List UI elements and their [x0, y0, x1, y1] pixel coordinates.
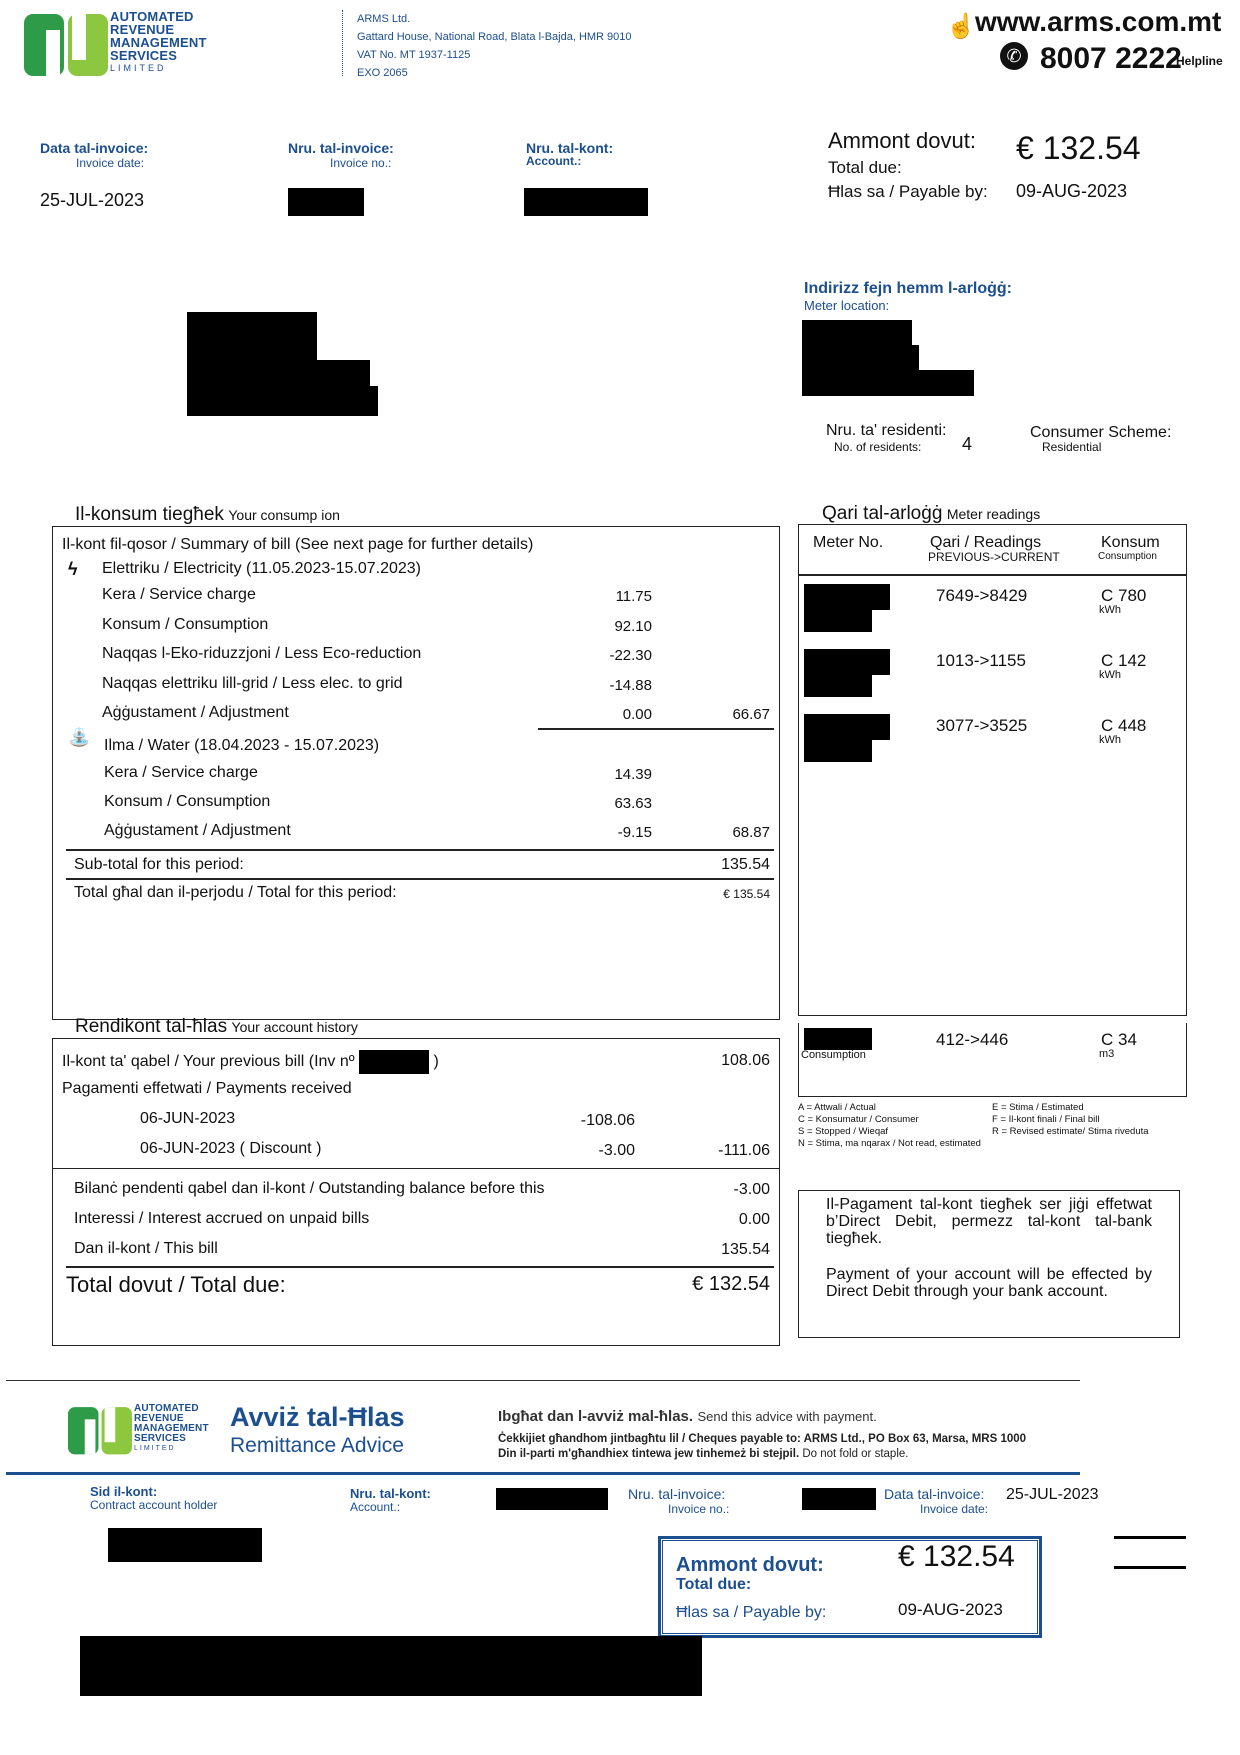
- water-meter-unit: m3: [1099, 1048, 1115, 1060]
- electricity-row-label: Naqqas elettriku lill-grid / Less elec. to grid: [102, 674, 403, 692]
- readings-header: Qari / Readings: [930, 534, 1042, 551]
- outstanding-value: -3.00: [733, 1181, 770, 1198]
- redacted-payment-line: [80, 1636, 702, 1696]
- interest-label: Interessi / Interest accrued on unpaid bills: [74, 1210, 370, 1227]
- invoice-no-label: Nru. tal-invoice:: [288, 140, 394, 156]
- payable-by-value: 09-AUG-2023: [1016, 181, 1128, 201]
- subtotal-value: 135.54: [721, 856, 770, 873]
- meter-consumption: C 448: [1101, 716, 1147, 735]
- meter-no-header: Meter No.: [813, 534, 884, 551]
- meter-reading: 1013->1155: [936, 651, 1026, 670]
- electricity-icon: ϟ: [68, 559, 78, 579]
- water-row-value: 63.63: [614, 795, 652, 812]
- website-link[interactable]: www.arms.com.mt: [975, 6, 1222, 37]
- legend-estimated: E = Stima / Estimated: [992, 1102, 1084, 1113]
- total-due-divider: [66, 1266, 774, 1268]
- water-row-label: Aġġustament / Adjustment: [104, 822, 291, 839]
- meter-consumption: C 142: [1101, 651, 1147, 670]
- redacted-account-no: [524, 188, 648, 216]
- helpline-number[interactable]: 8007 2222: [1040, 42, 1182, 75]
- meter-header-divider: [798, 574, 1187, 576]
- meter-readings-heading-mt: Qari tal-arloġġ: [822, 503, 943, 524]
- previous-bill-close: ): [433, 1053, 439, 1071]
- electricity-row-label: Konsum / Consumption: [102, 615, 269, 633]
- payment-value: -3.00: [598, 1142, 635, 1159]
- remit-logo-line-1: AUTOMATED: [134, 1403, 199, 1414]
- electricity-row-value: 92.10: [614, 617, 652, 635]
- water-meter-reading: 412->446: [936, 1030, 1009, 1049]
- remittance-logo: [68, 1404, 218, 1456]
- redacted-water-meter: [804, 1028, 872, 1050]
- electricity-row-value: 11.75: [615, 588, 652, 605]
- send-advice-note: [498, 1408, 877, 1426]
- consumer-scheme-label: Consumer Scheme:: [1030, 424, 1172, 441]
- water-row-value: -9.15: [617, 824, 652, 841]
- account-label-en: Account.:: [526, 154, 582, 168]
- remittance-logo-mark-icon: [68, 1404, 132, 1456]
- consumption-heading-en: Your consump ion: [228, 507, 340, 523]
- holder-label-en: Contract account holder: [90, 1498, 218, 1512]
- company-name: ARMS Ltd.: [357, 13, 411, 25]
- electricity-row-total: 66.67: [732, 706, 770, 723]
- consumption-heading-mt: Il-konsum tiegħek: [75, 504, 224, 525]
- logo-mark-icon: [24, 10, 108, 78]
- period-total-value: € 135.54: [723, 887, 770, 901]
- logo-line-5: LIMITED: [110, 63, 167, 73]
- meter-readings-heading-en: Meter readings: [946, 506, 1041, 522]
- send-advice-en: Send this advice with payment.: [697, 1409, 877, 1424]
- previous-bill-value: 108.06: [721, 1052, 770, 1069]
- remit-amount-label-en: Total due:: [676, 1576, 752, 1593]
- redacted-previous-invoice: [359, 1050, 429, 1074]
- amount-due-label: Ammont dovut:: [828, 128, 976, 153]
- invoice-date-value: 25-JUL-2023: [40, 190, 145, 210]
- water-meter-label: Consumption: [801, 1049, 866, 1061]
- history-heading: [75, 1016, 358, 1038]
- water-title: Ilma / Water (18.04.2023 - 15.07.2023): [104, 737, 380, 754]
- logo-line-2: REVENUE: [110, 22, 175, 37]
- legend-actual: A = Attwali / Actual: [798, 1102, 876, 1113]
- remit-logo-line-5: LIMITED: [134, 1445, 176, 1452]
- scan-mark-top: [1114, 1536, 1186, 1539]
- outstanding-label: Bilanċ pendenti qabel dan il-kont / Outstanding balance before this: [74, 1180, 545, 1197]
- cheques-note: Ċekkijiet għandhom jintbagħtu lil / Cheques payable to: ARMS Ltd., PO Box 63, Marsa, MRS 1000: [498, 1433, 1027, 1445]
- remit-logo-line-4: SERVICES: [134, 1433, 186, 1444]
- electricity-row-label: Aġġustament / Adjustment: [102, 704, 289, 721]
- remittance-title-en: Remittance Advice: [230, 1434, 404, 1457]
- konsum-header: Konsum: [1101, 534, 1160, 551]
- previous-bill-label: [62, 1050, 439, 1074]
- period-total-label: Total għal dan il-perjodu / Total for this period:: [74, 884, 397, 901]
- water-row-label: Konsum / Consumption: [104, 793, 271, 810]
- readings-subheader: PREVIOUS->CURRENT: [928, 550, 1060, 564]
- consumer-scheme-value: Residential: [1042, 440, 1102, 454]
- send-advice-mt: Ibgħat dan l-avviż mal-ħlas.: [498, 1408, 694, 1425]
- water-row-total: 68.87: [732, 824, 770, 841]
- scan-mark-bottom: [1114, 1566, 1186, 1569]
- konsum-subheader: Consumption: [1098, 551, 1157, 562]
- legend-revised: R = Revised estimate/ Stima riveduta: [992, 1126, 1149, 1137]
- redacted-meter-location-3: [802, 370, 974, 396]
- legend-not-read: N = Stima, ma nqarax / Not read, estimated: [798, 1138, 981, 1149]
- redacted-meter-number-2: [804, 671, 872, 697]
- payment-value: -108.06: [580, 1112, 635, 1129]
- logo-line-4: SERVICES: [110, 48, 178, 63]
- company-exo: EXO 2065: [357, 67, 408, 79]
- meter-readings-heading: [822, 503, 1040, 525]
- redacted-customer-address-3: [187, 386, 378, 416]
- payable-by-label: Ħlas sa / Payable by:: [828, 182, 988, 201]
- summary-title: Il-kont fil-qosor / Summary of bill (See next page for further details): [62, 536, 534, 553]
- legend-final: F = Il-kont finali / Final bill: [992, 1114, 1100, 1125]
- subtotal-divider: [66, 878, 774, 880]
- company-logo: [24, 10, 214, 78]
- meter-reading: 7649->8429: [936, 586, 1028, 605]
- electricity-row-value: 0.00: [622, 706, 652, 723]
- legend-consumer: C = Konsumatur / Consumer: [798, 1114, 919, 1125]
- residents-label-en: No. of residents:: [834, 440, 922, 454]
- logo-line-3: MANAGEMENT: [110, 35, 207, 50]
- interest-value: 0.00: [738, 1211, 770, 1228]
- redacted-meter-number-2: [804, 736, 872, 762]
- company-street: Gattard House, National Road, Blata l-Bajda, HMR 9010: [357, 31, 632, 43]
- redacted-invoice-no: [288, 188, 364, 216]
- water-meter-consumption: C 34: [1101, 1030, 1137, 1049]
- remit-logo-line-2: REVENUE: [134, 1413, 184, 1424]
- remit-payable-value: 09-AUG-2023: [898, 1600, 1003, 1619]
- total-due-value: € 132.54: [692, 1273, 770, 1295]
- electricity-row-value: -22.30: [609, 647, 652, 664]
- payments-divider: [52, 1168, 780, 1169]
- total-due-label: Total dovut / Total due:: [66, 1272, 286, 1297]
- history-heading-mt: Rendikont tal-ħlas: [75, 1016, 228, 1037]
- no-fold-en: Do not fold or staple.: [802, 1448, 909, 1460]
- this-bill-label: Dan il-kont / This bill: [74, 1240, 218, 1257]
- water-row-value: 14.39: [614, 766, 652, 783]
- company-address: [357, 10, 632, 82]
- pointer-hand-icon: ☝: [946, 13, 976, 40]
- electricity-divider: [538, 728, 774, 730]
- consumption-heading: [75, 504, 340, 526]
- remit-invoice-date-label-en: Invoice date:: [920, 1502, 989, 1516]
- account-label: Nru. tal-kont:: [526, 140, 614, 156]
- residents-value: 4: [962, 434, 973, 454]
- remit-invoice-no-label-en: Invoice no.:: [668, 1502, 730, 1516]
- phone-icon: ✆: [1000, 42, 1028, 70]
- redacted-remit-invoice-no: [802, 1488, 876, 1510]
- water-divider: [66, 849, 774, 851]
- legend-stopped: S = Stopped / Wieqaf: [798, 1126, 889, 1137]
- remit-amount-value: € 132.54: [898, 1540, 1015, 1573]
- company-divider: [342, 10, 343, 76]
- remit-amount-label: Ammont dovut:: [676, 1554, 824, 1576]
- no-fold-mt: Din il-parti m'għandhiex tintewa jew tinhemeż bi stejpil.: [498, 1448, 800, 1460]
- water-row-label: Kera / Service charge: [104, 764, 258, 781]
- redacted-holder-name: [108, 1528, 262, 1562]
- electricity-row-label: Naqqas l-Eko-riduzzjoni / Less Eco-reduction: [102, 645, 422, 662]
- invoice-date-label: Data tal-invoice:: [40, 140, 149, 156]
- remit-invoice-no-label: Nru. tal-invoice:: [628, 1486, 726, 1502]
- residents-label: Nru. ta' residenti:: [826, 422, 947, 439]
- invoice-no-label-en: Invoice no.:: [330, 156, 392, 170]
- holder-label: Sid il-kont:: [90, 1484, 158, 1499]
- meter-location-label-en: Meter location:: [804, 298, 890, 313]
- water-tap-icon: ⛲: [68, 727, 91, 747]
- company-vat: VAT No. MT 1937-1125: [357, 49, 471, 61]
- history-heading-en: Your account history: [231, 1019, 358, 1035]
- redacted-customer-address: [187, 312, 317, 362]
- meter-consumption: C 780: [1101, 586, 1147, 605]
- amount-due-label-en: Total due:: [828, 158, 902, 177]
- remit-invoice-date-label: Data tal-invoice:: [884, 1486, 985, 1502]
- invoice-date-label-en: Invoice date:: [76, 156, 145, 170]
- meter-reading: 3077->3525: [936, 716, 1028, 735]
- payment-date: 06-JUN-2023 ( Discount ): [140, 1140, 322, 1157]
- remittance-title-mt: Avviż tal-Ħlas: [230, 1402, 405, 1432]
- remit-account-label-en: Account.:: [350, 1500, 401, 1514]
- amount-due-value: € 132.54: [1016, 130, 1141, 166]
- meter-unit: kWh: [1099, 734, 1121, 746]
- remit-logo-line-3: MANAGEMENT: [134, 1423, 209, 1434]
- meter-location-label: Indirizz fejn hemm l-arloġġ:: [804, 280, 1013, 297]
- meter-unit: kWh: [1099, 604, 1121, 616]
- remittance-divider: [6, 1472, 1080, 1475]
- electricity-row-label: Kera / Service charge: [102, 586, 256, 603]
- remit-invoice-date-value: 25-JUL-2023: [1006, 1486, 1099, 1503]
- no-fold-note: [498, 1448, 908, 1460]
- payment-total: -111.06: [718, 1142, 770, 1159]
- remit-payable-label: Ħlas sa / Payable by:: [676, 1604, 827, 1621]
- logo-line-1: AUTOMATED: [110, 9, 194, 24]
- remit-account-label: Nru. tal-kont:: [350, 1486, 431, 1501]
- direct-debit-mt: Il-Pagament tal-kont tiegħek ser jiġi effetwat b’Direct Debit, permezz tal-kont tal-bank tiegħek.: [826, 1196, 1152, 1247]
- payment-date: 06-JUN-2023: [140, 1110, 236, 1127]
- payments-label: Pagamenti effetwati / Payments received: [62, 1080, 352, 1097]
- tear-line: [6, 1380, 1080, 1381]
- meter-unit: kWh: [1099, 669, 1121, 681]
- redacted-meter-number-2: [804, 606, 872, 632]
- this-bill-value: 135.54: [721, 1241, 770, 1258]
- electricity-row-value: -14.88: [609, 676, 652, 694]
- direct-debit-en: Payment of your account will be effected by Direct Debit through your bank account.: [826, 1266, 1152, 1300]
- redacted-remit-account: [496, 1488, 608, 1510]
- previous-bill-text: Il-kont ta' qabel / Your previous bill (Inv nº: [62, 1053, 355, 1071]
- electricity-title: Elettriku / Electricity (11.05.2023-15.07.2023): [102, 560, 421, 577]
- subtotal-label: Sub-total for this period:: [74, 856, 244, 873]
- helpline-label: Helpline: [1176, 54, 1223, 68]
